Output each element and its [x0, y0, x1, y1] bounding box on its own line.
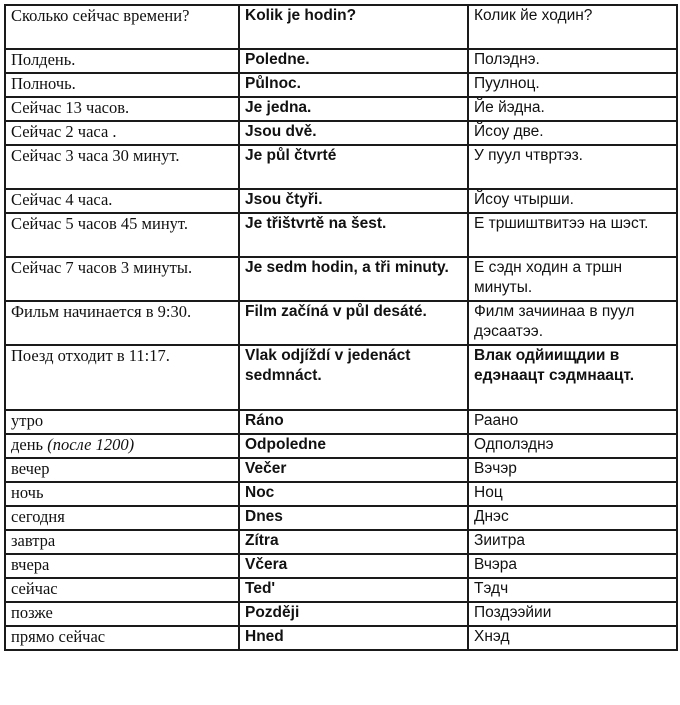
russian-phrase-cell: [5, 345, 239, 410]
transliteration: Ноц: [468, 482, 677, 506]
russian-phrase-cell: [5, 5, 239, 49]
czech-phrase: Je třištvrtě na šest.: [239, 213, 468, 257]
transliteration: Колик йе ходин?: [468, 5, 677, 49]
russian-phrase-cell: [5, 506, 239, 530]
transliteration: Е сэдн ходин а тршн минуты.: [468, 257, 677, 301]
russian-phrase-cell: [5, 434, 239, 458]
czech-phrase: Večer: [239, 458, 468, 482]
table-row: [5, 434, 677, 458]
table-row: [5, 73, 677, 97]
table-row: [5, 145, 677, 189]
russian-phrase-cell: [5, 301, 239, 345]
transliteration: Поздээйии: [468, 602, 677, 626]
transliteration: Е тршиштвитээ на шэст.: [468, 213, 677, 257]
transliteration: Зиитра: [468, 530, 677, 554]
czech-phrase: Hned: [239, 626, 468, 650]
phrasebook-page: [4, 4, 676, 651]
russian-phrase: утро: [11, 411, 44, 430]
russian-phrase-cell: [5, 257, 239, 301]
czech-phrase: Kolik je hodin?: [239, 5, 468, 49]
table-row: [5, 602, 677, 626]
czech-phrase: Odpoledne: [239, 434, 468, 458]
czech-phrase: Ráno: [239, 410, 468, 434]
russian-phrase: Полночь.: [11, 74, 76, 93]
czech-phrase: Později: [239, 602, 468, 626]
table-row: [5, 506, 677, 530]
table-row: [5, 301, 677, 345]
russian-phrase: вечер: [11, 459, 50, 478]
russian-phrase: Сейчас 13 часов.: [11, 98, 130, 117]
czech-phrase: Poledne.: [239, 49, 468, 73]
table-row: [5, 578, 677, 602]
table-row: [5, 482, 677, 506]
table-row: [5, 257, 677, 301]
table-row: [5, 530, 677, 554]
table-row: [5, 345, 677, 410]
russian-phrase-cell: [5, 189, 239, 213]
russian-phrase: Поезд отходит в 11:17.: [11, 346, 170, 365]
russian-phrase: Сейчас 3 часа 30 минут.: [11, 146, 180, 165]
russian-phrase: сейчас: [11, 579, 58, 598]
transliteration: Хнэд: [468, 626, 677, 650]
transliteration: Пуулноц.: [468, 73, 677, 97]
russian-phrase: Сейчас 4 часа.: [11, 190, 113, 209]
russian-phrase-cell: [5, 458, 239, 482]
czech-phrase: Ted': [239, 578, 468, 602]
table-body: [5, 5, 677, 650]
russian-phrase-note: (после 1200): [47, 435, 135, 454]
transliteration: Филм зачиинаа в пуул дэсаатээ.: [468, 301, 677, 345]
russian-phrase: день: [11, 435, 44, 454]
russian-phrase: позже: [11, 603, 53, 622]
russian-phrase-cell: [5, 49, 239, 73]
russian-phrase: сегодня: [11, 507, 65, 526]
russian-phrase-cell: [5, 145, 239, 189]
transliteration: Йсоу чтырши.: [468, 189, 677, 213]
time-phrases-table: [4, 4, 678, 651]
russian-phrase: Сейчас 5 часов 45 минут.: [11, 214, 188, 233]
russian-phrase-cell: [5, 626, 239, 650]
russian-phrase: Сколько сейчас времени?: [11, 6, 190, 25]
transliteration: Йе йэдна.: [468, 97, 677, 121]
russian-phrase: завтра: [11, 531, 56, 550]
table-row: [5, 121, 677, 145]
russian-phrase: Фильм начинается в 9:30.: [11, 302, 192, 321]
transliteration: Раано: [468, 410, 677, 434]
russian-phrase: ночь: [11, 483, 44, 502]
transliteration: Вчэра: [468, 554, 677, 578]
czech-phrase: Je jedna.: [239, 97, 468, 121]
russian-phrase-cell: [5, 602, 239, 626]
czech-phrase: Zítra: [239, 530, 468, 554]
table-row: [5, 626, 677, 650]
russian-phrase: вчера: [11, 555, 50, 574]
table-row: [5, 213, 677, 257]
transliteration: У пуул чтвртэз.: [468, 145, 677, 189]
czech-phrase: Jsou čtyři.: [239, 189, 468, 213]
transliteration: Влак одйиищдии в едэнаацт сэдмнаацт.: [468, 345, 677, 410]
czech-phrase: Dnes: [239, 506, 468, 530]
table-row: [5, 189, 677, 213]
russian-phrase: прямо сейчас: [11, 627, 106, 646]
table-row: [5, 5, 677, 49]
transliteration: Тэдч: [468, 578, 677, 602]
czech-phrase: Jsou dvě.: [239, 121, 468, 145]
czech-phrase: Je půl čtvrté: [239, 145, 468, 189]
russian-phrase-cell: [5, 410, 239, 434]
czech-phrase: Včera: [239, 554, 468, 578]
russian-phrase: Сейчас 7 часов 3 минуты.: [11, 258, 193, 277]
czech-phrase: Film začíná v půl desáté.: [239, 301, 468, 345]
russian-phrase-cell: [5, 482, 239, 506]
transliteration: Полэднэ.: [468, 49, 677, 73]
russian-phrase-cell: [5, 530, 239, 554]
russian-phrase-cell: [5, 121, 239, 145]
transliteration: Вэчэр: [468, 458, 677, 482]
russian-phrase-cell: [5, 73, 239, 97]
table-row: [5, 458, 677, 482]
transliteration: Йсоу две.: [468, 121, 677, 145]
table-row: [5, 410, 677, 434]
czech-phrase: Půlnoc.: [239, 73, 468, 97]
czech-phrase: Je sedm hodin, a tři minuty.: [239, 257, 468, 301]
table-row: [5, 97, 677, 121]
czech-phrase: Noc: [239, 482, 468, 506]
table-row: [5, 554, 677, 578]
transliteration: Днэс: [468, 506, 677, 530]
table-row: [5, 49, 677, 73]
russian-phrase-cell: [5, 578, 239, 602]
russian-phrase-cell: [5, 554, 239, 578]
czech-phrase: Vlak odjíždí v jedenáct sedmnáct.: [239, 345, 468, 410]
russian-phrase-cell: [5, 97, 239, 121]
transliteration: Одполэднэ: [468, 434, 677, 458]
russian-phrase-cell: [5, 213, 239, 257]
russian-phrase: Сейчас 2 часа .: [11, 122, 117, 141]
russian-phrase: Полдень.: [11, 50, 76, 69]
